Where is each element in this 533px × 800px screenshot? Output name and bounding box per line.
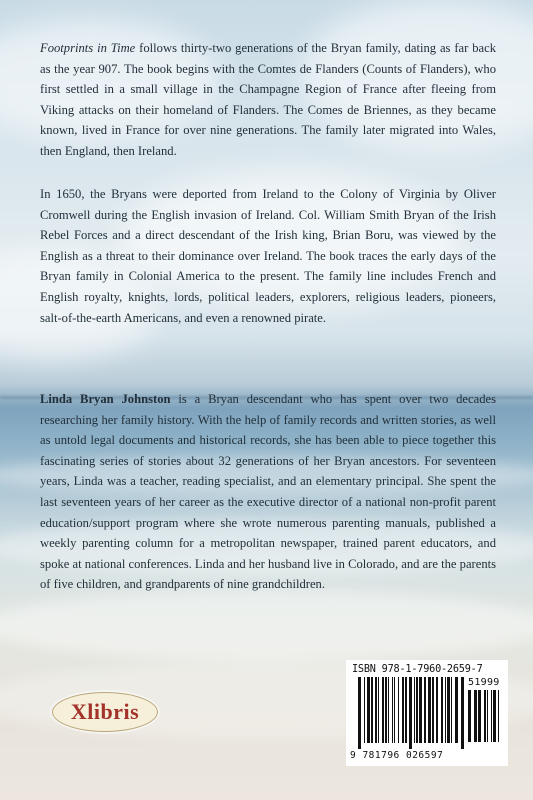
barcode-bar xyxy=(484,690,486,742)
barcode-bar xyxy=(419,677,422,743)
barcode-bar xyxy=(388,677,389,743)
author-name: Linda Bryan Johnston xyxy=(40,392,171,406)
barcode-bar xyxy=(436,677,438,743)
barcode-bar xyxy=(455,677,458,743)
price-code-text: 51999 xyxy=(468,677,500,688)
barcode-bar xyxy=(367,677,370,743)
barcode-bar xyxy=(394,677,395,743)
barcode-bar xyxy=(402,677,404,743)
publisher-logo xyxy=(52,692,158,732)
barcode-bar xyxy=(432,677,434,743)
barcode-bar xyxy=(409,677,412,749)
barcode-bar xyxy=(371,677,373,743)
barcode-box xyxy=(346,660,508,766)
synopsis-text-1: follows thirty-two generations of the Bryan family, dating as far back as the year 907. The book begins with the Comtes de Flanders (Counts of Flanders), who first settled in a small village in the Champagne Region of France after fleeing from Viking attacks on their homeland of Flanders. The Comes de Briennes, as they became known, lived in France for over nine generations. The family later migrated into Wales, then England, then Ireland. xyxy=(40,41,496,158)
barcode-bar xyxy=(428,677,431,743)
barcode-bar xyxy=(468,690,471,742)
barcode-bar xyxy=(385,677,387,743)
barcode-bar xyxy=(445,677,446,743)
barcode-bar xyxy=(441,677,443,743)
barcode-bar xyxy=(451,677,452,743)
barcode-bar xyxy=(398,677,399,743)
ean-barcode xyxy=(358,677,464,749)
barcode-bar xyxy=(405,677,407,743)
price-barcode xyxy=(468,690,504,748)
ean-number-text: 9 781796 026597 xyxy=(350,750,444,761)
author-bio-paragraph xyxy=(40,389,496,595)
barcode-bar xyxy=(382,677,384,743)
barcode-bar xyxy=(491,690,492,742)
barcode-bar xyxy=(474,690,477,742)
barcode-bar xyxy=(375,677,377,743)
synopsis-paragraph-1 xyxy=(40,38,496,162)
barcode-bar xyxy=(378,677,379,743)
barcode-bar xyxy=(358,677,361,749)
barcode-bar xyxy=(392,677,393,743)
barcode-bar xyxy=(498,690,499,742)
publisher-logo-text: Xlibris xyxy=(70,699,140,724)
barcode-bar xyxy=(424,677,426,743)
synopsis-paragraph-2: In 1650, the Bryans were deported from Ireland to the Colony of Virginia by Oliver Cromwell during the English invasion of Ireland. Col. William Smith Bryan of the Irish Rebel Forces and a direct descendant of the Irish king, Brian Boru, was viewed by the English as a threat to their dominance over Ireland. The book traces the early days of the Bryan family in Colonial America to the present. The family line includes French and English royalty, knights, lords, political leaders, explorers, religious leaders, pioneers, salt-of-the-earth Americans, and even a renowned pirate. xyxy=(40,187,496,325)
barcode-bar xyxy=(461,677,464,749)
barcode-bar xyxy=(478,690,481,742)
book-title: Footprints in Time xyxy=(40,41,136,55)
wave xyxy=(0,590,533,660)
barcode-bar xyxy=(487,690,488,742)
barcode-bar xyxy=(493,690,496,742)
barcode-bar xyxy=(414,677,415,743)
author-bio-text: is a Bryan descendant who has spent over two decades researching her family history. With the help of family records and written stories, as well as untold legal documents and historical records, she has been able to piece together this fascinating series of stories about 32 generations of her Bryan ancestors. For seventeen years, Linda was a teacher, reading specialist, and an elementary principal. She spent the last seventeen years of her career as the executive director of a national non-profit parent education/support program where she wrote numerous parenting manuals, published a weekly parenting column for a metropolitan newspaper, trained parent educators, and spoke at national conferences. Linda and her husband live in Colorado, and are the parents of five children, and grandparents of nine grandchildren. xyxy=(40,392,497,592)
barcode-bar xyxy=(447,677,450,743)
barcode-bar xyxy=(416,677,418,743)
isbn-text: ISBN 978-1-7960-2659-7 xyxy=(352,664,483,675)
barcode-bar xyxy=(364,677,365,743)
